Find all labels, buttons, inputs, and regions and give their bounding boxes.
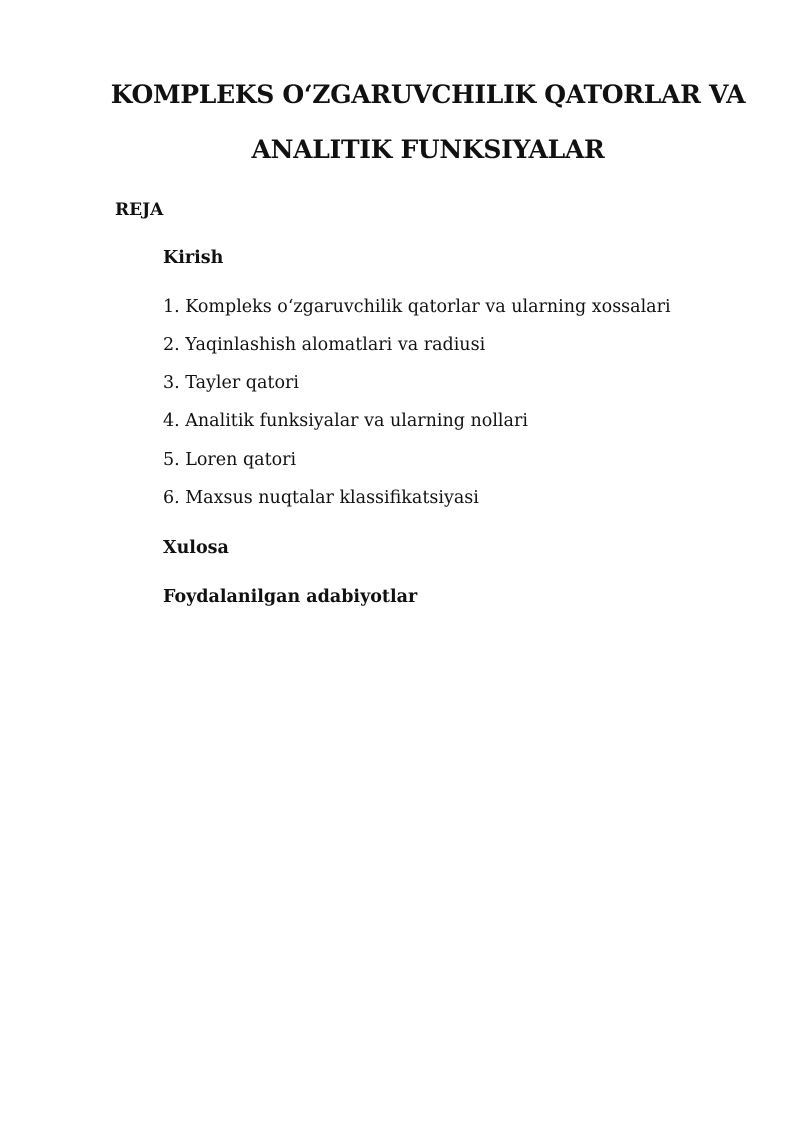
intro-heading: Kirish bbox=[163, 248, 224, 268]
document-title-line-1: KOMPLEKS O‘ZGARUVCHILIK QATORLAR VA bbox=[110, 80, 746, 109]
plan-heading: REJA bbox=[115, 200, 164, 220]
plan-item-1: 1. Kompleks o‘zgaruvchilik qatorlar va ularning xossalari bbox=[163, 297, 671, 317]
plan-item-2: 2. Yaqinlashish alomatlari va radiusi bbox=[163, 335, 486, 355]
plan-item-5: 5. Loren qatori bbox=[163, 450, 297, 470]
plan-item-6: 6. Maxsus nuqtalar klassifikatsiyasi bbox=[163, 488, 479, 508]
references-heading: Foydalanilgan adabiyotlar bbox=[163, 587, 418, 607]
document-title-line-2: ANALITIK FUNKSIYALAR bbox=[251, 135, 605, 164]
plan-item-3: 3. Tayler qatori bbox=[163, 373, 299, 393]
plan-item-4: 4. Analitik funksiyalar va ularning nollari bbox=[163, 411, 528, 431]
conclusion-heading: Xulosa bbox=[163, 538, 229, 558]
